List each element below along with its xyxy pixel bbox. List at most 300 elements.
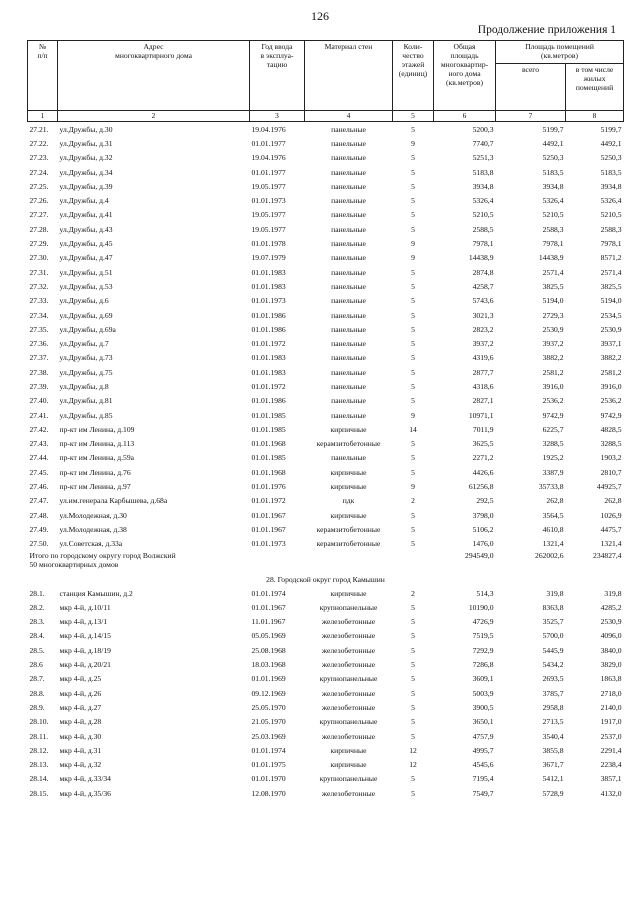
row-address: ул.Дружбы, д.34 <box>59 167 113 177</box>
table-row <box>28 222 624 236</box>
row-total-area: 4545,6 <box>472 760 494 770</box>
row-area-all: 8363,8 <box>542 602 564 612</box>
row-area-residential: 9742,9 <box>600 410 622 420</box>
row-total-area: 1476,0 <box>472 539 494 549</box>
row-area-residential: 7978,1 <box>600 239 622 249</box>
row-floors: 9 <box>411 253 415 263</box>
row-number: 27.25. <box>29 181 49 191</box>
row-area-residential: 5210,5 <box>600 210 622 220</box>
row-floors: 9 <box>411 410 415 420</box>
row-number: 27.28. <box>29 224 49 234</box>
row-material: крупнопанельные <box>319 717 378 727</box>
row-area-all: 2713,5 <box>542 717 564 727</box>
row-area-all: 3525,7 <box>542 617 564 627</box>
row-material: панельные <box>331 296 366 306</box>
table-row <box>28 451 624 465</box>
row-address: ул.Дружбы, д.4 <box>59 196 109 206</box>
row-material: панельные <box>331 410 366 420</box>
row-material: кирпичные <box>330 760 367 770</box>
table-row <box>28 729 624 743</box>
table-row <box>28 251 624 265</box>
row-number: 28.5. <box>29 645 45 655</box>
row-address: ул.Молодежная, д.38 <box>59 524 127 534</box>
row-area-all: 7978,1 <box>542 239 564 249</box>
row-address: станция Камышин, д.2 <box>59 588 133 598</box>
row-area-all: 3671,7 <box>542 760 564 770</box>
row-number: 27.24. <box>29 167 49 177</box>
row-year: 25.05.1970 <box>251 702 286 712</box>
row-year: 01.01.1970 <box>251 774 286 784</box>
row-address: мкр 4-й, д.35/36 <box>59 788 111 798</box>
row-number: 27.26. <box>29 196 49 206</box>
row-number: 27.27. <box>29 210 49 220</box>
row-floors: 2 <box>411 496 415 506</box>
row-area-all: 3937,2 <box>542 339 564 349</box>
row-year: 01.01.1972 <box>251 496 286 506</box>
column-number: 8 <box>566 111 624 122</box>
row-year: 19.05.1977 <box>251 210 286 220</box>
row-material: панельные <box>331 310 366 320</box>
row-year: 01.01.1985 <box>251 424 286 434</box>
row-year: 01.01.1985 <box>251 410 286 420</box>
row-year: 12.08.1970 <box>251 788 286 798</box>
table-row <box>28 193 624 207</box>
row-year: 01.01.1985 <box>251 453 286 463</box>
row-floors: 5 <box>411 617 415 627</box>
row-number: 27.40. <box>29 396 49 406</box>
table-row <box>28 394 624 408</box>
row-address: мкр 4-й, д.25 <box>59 674 102 684</box>
row-year: 01.01.1972 <box>251 339 286 349</box>
row-material: панельные <box>331 324 366 334</box>
row-floors: 5 <box>411 210 415 220</box>
table-row <box>28 365 624 379</box>
row-number: 27.23. <box>29 153 49 163</box>
row-floors: 5 <box>411 467 415 477</box>
row-floors: 5 <box>411 153 415 163</box>
row-address: ул.Дружбы, д.73 <box>59 353 113 363</box>
row-total-area: 7740,7 <box>472 138 494 148</box>
row-address: мкр 4-й, д.14/15 <box>59 631 111 641</box>
row-material: пдк <box>342 496 355 506</box>
table-row <box>28 686 624 700</box>
column-number: 3 <box>250 111 305 122</box>
row-address: пр-кт им Ленина, д.59а <box>59 453 135 463</box>
row-number: 27.46. <box>29 482 49 492</box>
row-address: пр-кт им Ленина, д.76 <box>59 467 131 477</box>
row-floors: 9 <box>411 138 415 148</box>
table-row <box>28 122 624 137</box>
table-row <box>28 408 624 422</box>
row-number: 27.36. <box>29 339 49 349</box>
row-floors: 5 <box>411 702 415 712</box>
row-floors: 5 <box>411 310 415 320</box>
row-area-all: 3540,4 <box>542 731 564 741</box>
row-area-all: 3387,9 <box>542 467 564 477</box>
row-area-all: 5199,7 <box>542 124 564 134</box>
row-total-area: 7286,8 <box>472 660 494 670</box>
row-area-residential: 262,8 <box>604 496 622 506</box>
row-floors: 5 <box>411 788 415 798</box>
row-number: 27.50. <box>29 539 49 549</box>
housing-table <box>27 40 624 800</box>
row-floors: 5 <box>411 688 415 698</box>
row-year: 01.01.1967 <box>251 602 286 612</box>
table-row <box>28 700 624 714</box>
row-number: 28.4. <box>29 631 45 641</box>
header-address: Адрес многоквартирного дома <box>58 41 250 111</box>
row-number: 28.15. <box>29 788 49 798</box>
row-total-area: 3021,3 <box>472 310 494 320</box>
column-number: 5 <box>393 111 434 122</box>
table-row <box>28 279 624 293</box>
row-year: 01.01.1973 <box>251 539 286 549</box>
row-area-all: 5434,2 <box>542 660 564 670</box>
row-total-area: 5210,5 <box>472 210 494 220</box>
row-area-all: 4610,8 <box>542 524 564 534</box>
row-floors: 2 <box>411 588 415 598</box>
row-material: панельные <box>331 210 366 220</box>
row-total-area: 14438,9 <box>468 253 494 263</box>
total-residential-value: 234827,4 <box>593 550 622 560</box>
row-year: 19.07.1979 <box>251 253 286 263</box>
row-year: 01.01.1977 <box>251 167 286 177</box>
row-total-area: 10971,1 <box>468 410 494 420</box>
row-address: мкр 4-й, д.28 <box>59 717 102 727</box>
row-total-area: 4426,6 <box>472 467 494 477</box>
row-address: мкр 4-й, д.13/1 <box>59 617 108 627</box>
row-material: панельные <box>331 367 366 377</box>
row-address: ул.Советская, д.33а <box>59 539 123 549</box>
row-material: крупнопанельные <box>319 674 378 684</box>
row-address: мкр 4-й, д.10/11 <box>59 602 111 612</box>
header-year: Год ввода в эксплуа- тацию <box>250 41 305 111</box>
row-floors: 5 <box>411 296 415 306</box>
row-address: ул.Дружбы, д.53 <box>59 281 113 291</box>
row-area-residential: 4475,7 <box>600 524 622 534</box>
row-number: 27.45. <box>29 467 49 477</box>
row-total-area: 4319,6 <box>472 353 494 363</box>
row-address: мкр 4-й, д.30 <box>59 731 102 741</box>
row-material: панельные <box>331 124 366 134</box>
row-number: 28.1. <box>29 588 45 598</box>
row-total-area: 5106,2 <box>472 524 494 534</box>
row-floors: 5 <box>411 281 415 291</box>
row-area-residential: 5194,0 <box>600 296 622 306</box>
row-address: ул.Дружбы, д.45 <box>59 239 113 249</box>
row-year: 01.01.1972 <box>251 381 286 391</box>
row-area-residential: 2291,4 <box>600 745 622 755</box>
row-year: 01.01.1986 <box>251 324 286 334</box>
row-material: панельные <box>331 167 366 177</box>
row-year: 01.01.1976 <box>251 482 286 492</box>
row-area-all: 2536,2 <box>542 396 564 406</box>
row-floors: 5 <box>411 196 415 206</box>
row-address: ул.Дружбы, д.32 <box>59 153 113 163</box>
row-area-residential: 3857,1 <box>600 774 622 784</box>
row-area-residential: 1917,0 <box>600 717 622 727</box>
row-address: ул.Дружбы, д.69 <box>59 310 113 320</box>
row-area-all: 1925,2 <box>542 453 564 463</box>
row-area-residential: 3825,5 <box>600 281 622 291</box>
row-floors: 5 <box>411 510 415 520</box>
row-area-all: 319,8 <box>546 588 564 598</box>
row-year: 01.01.1983 <box>251 267 286 277</box>
row-area-residential: 5326,4 <box>600 196 622 206</box>
row-floors: 5 <box>411 181 415 191</box>
table-row <box>28 629 624 643</box>
row-total-area: 3900,5 <box>472 702 494 712</box>
row-year: 19.04.1976 <box>251 124 286 134</box>
row-floors: 5 <box>411 324 415 334</box>
row-address: ул.Дружбы, д.31 <box>59 138 113 148</box>
row-area-residential: 1026,9 <box>600 510 622 520</box>
row-material: панельные <box>331 224 366 234</box>
row-address: ул.Дружбы, д.8 <box>59 381 109 391</box>
row-floors: 5 <box>411 774 415 784</box>
row-material: панельные <box>331 138 366 148</box>
row-material: керамзитобетонные <box>316 439 381 449</box>
row-year: 01.01.1983 <box>251 281 286 291</box>
row-area-residential: 2534,5 <box>600 310 622 320</box>
row-material: железобетонные <box>321 702 376 712</box>
row-floors: 5 <box>411 524 415 534</box>
row-floors: 5 <box>411 339 415 349</box>
row-floors: 5 <box>411 645 415 655</box>
table-row <box>28 336 624 350</box>
row-total-area: 4258,7 <box>472 281 494 291</box>
row-year: 01.01.1975 <box>251 760 286 770</box>
row-total-area: 5743,6 <box>472 296 494 306</box>
row-year: 01.01.1973 <box>251 196 286 206</box>
row-area-residential: 3882,2 <box>600 353 622 363</box>
row-floors: 5 <box>411 539 415 549</box>
row-material: панельные <box>331 381 366 391</box>
row-total-area: 2823,2 <box>472 324 494 334</box>
row-floors: 5 <box>411 631 415 641</box>
table-row <box>28 236 624 250</box>
row-material: железобетонные <box>321 631 376 641</box>
row-area-all: 2693,5 <box>542 674 564 684</box>
row-address: мкр 4-й, д.26 <box>59 688 102 698</box>
row-floors: 5 <box>411 124 415 134</box>
column-number: 7 <box>496 111 566 122</box>
row-material: крупнопанельные <box>319 602 378 612</box>
row-total-area: 292,5 <box>476 496 494 506</box>
row-area-all: 2729,3 <box>542 310 564 320</box>
row-number: 27.30. <box>29 253 49 263</box>
row-floors: 12 <box>409 760 417 770</box>
row-floors: 5 <box>411 602 415 612</box>
row-floors: 5 <box>411 660 415 670</box>
row-area-all: 1321,4 <box>542 539 564 549</box>
table-row <box>28 537 624 551</box>
row-address: ул.Дружбы, д.41 <box>59 210 113 220</box>
row-number: 27.48. <box>29 510 49 520</box>
row-number: 28.11. <box>29 731 49 741</box>
row-area-all: 262,8 <box>546 496 564 506</box>
row-floors: 5 <box>411 439 415 449</box>
row-year: 19.04.1976 <box>251 153 286 163</box>
row-number: 28.7. <box>29 674 45 684</box>
row-total-area: 4318,6 <box>472 381 494 391</box>
row-area-residential: 1903,2 <box>600 453 622 463</box>
row-number: 27.44. <box>29 453 49 463</box>
row-number: 27.35. <box>29 324 49 334</box>
row-address: ул.Дружбы, д.43 <box>59 224 113 234</box>
total-row <box>28 551 624 573</box>
row-area-residential: 5250,3 <box>600 153 622 163</box>
row-total-area: 5200,3 <box>472 124 494 134</box>
header-residential: в том числе жилых помещений <box>566 64 624 111</box>
row-address: пр-кт им Ленина, д.113 <box>59 439 135 449</box>
row-material: крупнопанельные <box>319 774 378 784</box>
row-floors: 5 <box>411 731 415 741</box>
row-area-residential: 4096,0 <box>600 631 622 641</box>
row-total-area: 3937,2 <box>472 339 494 349</box>
row-number: 28.13. <box>29 760 49 770</box>
row-year: 01.01.1974 <box>251 745 286 755</box>
row-number: 27.39. <box>29 381 49 391</box>
table-row <box>28 351 624 365</box>
row-material: панельные <box>331 181 366 191</box>
row-total-area: 2877,7 <box>472 367 494 377</box>
row-year: 01.01.1968 <box>251 467 286 477</box>
row-area-residential: 8571,2 <box>600 253 622 263</box>
header-material: Материал стен <box>305 41 393 111</box>
row-total-area: 10190,0 <box>468 602 494 612</box>
row-number: 27.34. <box>29 310 49 320</box>
row-total-area: 4726,9 <box>472 617 494 627</box>
row-area-all: 5326,4 <box>542 196 564 206</box>
row-number: 27.38. <box>29 367 49 377</box>
row-area-residential: 2537,0 <box>600 731 622 741</box>
row-total-area: 7011,9 <box>472 424 494 434</box>
row-address: ул.Дружбы, д.47 <box>59 253 113 263</box>
row-year: 01.01.1967 <box>251 524 286 534</box>
row-floors: 5 <box>411 396 415 406</box>
table-row <box>28 165 624 179</box>
row-area-residential: 4828,5 <box>600 424 622 434</box>
row-area-residential: 5199,7 <box>600 124 622 134</box>
table-row <box>28 479 624 493</box>
row-material: панельные <box>331 267 366 277</box>
row-area-all: 3825,5 <box>542 281 564 291</box>
row-number: 28.9. <box>29 702 45 712</box>
row-number: 27.32. <box>29 281 49 291</box>
row-area-all: 3564,5 <box>542 510 564 520</box>
row-material: железобетонные <box>321 731 376 741</box>
row-total-area: 2271,2 <box>472 453 494 463</box>
row-total-area: 2874,8 <box>472 267 494 277</box>
row-material: железобетонные <box>321 788 376 798</box>
table-row <box>28 508 624 522</box>
row-area-residential: 3288,5 <box>600 439 622 449</box>
row-total-area: 4995,7 <box>472 745 494 755</box>
row-number: 27.33. <box>29 296 49 306</box>
row-address: ул.Дружбы, д.81 <box>59 396 113 406</box>
table-row <box>28 586 624 600</box>
row-number: 28.8. <box>29 688 45 698</box>
row-year: 21.05.1970 <box>251 717 286 727</box>
column-number: 2 <box>58 111 250 122</box>
row-material: панельные <box>331 253 366 263</box>
row-address: мкр 4-й, д.33/34 <box>59 774 111 784</box>
row-area-all: 35733,8 <box>538 482 564 492</box>
row-year: 01.01.1986 <box>251 396 286 406</box>
row-address: пр-кт им Ленина, д.109 <box>59 424 135 434</box>
row-area-residential: 2718,0 <box>600 688 622 698</box>
row-material: кирпичные <box>330 467 367 477</box>
header-total-area: Общая площадь многоквартир- ного дома (кв.метров) <box>434 41 496 111</box>
row-area-all: 5445,9 <box>542 645 564 655</box>
row-material: железобетонные <box>321 645 376 655</box>
row-area-residential: 2810,7 <box>600 467 622 477</box>
row-number: 28.3. <box>29 617 45 627</box>
row-total-area: 5003,9 <box>472 688 494 698</box>
row-number: 27.31. <box>29 267 49 277</box>
row-year: 01.01.1977 <box>251 138 286 148</box>
table-row <box>28 522 624 536</box>
table-row <box>28 379 624 393</box>
row-year: 01.01.1968 <box>251 439 286 449</box>
section-title: 28. Городской округ город Камышин <box>266 574 385 584</box>
row-material: панельные <box>331 339 366 349</box>
row-floors: 9 <box>411 482 415 492</box>
row-area-all: 5700,0 <box>542 631 564 641</box>
row-area-all: 3934,8 <box>542 181 564 191</box>
row-area-all: 9742,9 <box>542 410 564 420</box>
row-address: ул.Дружбы, д.51 <box>59 267 113 277</box>
total-label: Итого по городскому округу город Волжский 50 многоквартирных домов <box>29 550 176 569</box>
page-number: 126 <box>311 9 329 23</box>
row-area-residential: 3840,0 <box>600 645 622 655</box>
row-number: 28.14. <box>29 774 49 784</box>
row-area-all: 4492,1 <box>542 138 564 148</box>
row-area-all: 3785,7 <box>542 688 564 698</box>
header-premises: Площадь помещений (кв.метров) <box>496 41 624 64</box>
row-material: кирпичные <box>330 745 367 755</box>
row-year: 25.08.1968 <box>251 645 286 655</box>
row-address: ул.Дружбы, д.85 <box>59 410 113 420</box>
row-area-all: 3882,2 <box>542 353 564 363</box>
table-row <box>28 600 624 614</box>
row-material: керамзитобетонные <box>316 524 381 534</box>
row-area-residential: 2581,2 <box>600 367 622 377</box>
row-address: ул.Дружбы, д.39 <box>59 181 113 191</box>
row-address: мкр 4-й, д.20/21 <box>59 660 111 670</box>
row-total-area: 3798,0 <box>472 510 494 520</box>
row-material: железобетонные <box>321 617 376 627</box>
table-row <box>28 151 624 165</box>
row-area-residential: 2571,4 <box>600 267 622 277</box>
row-year: 18.03.1968 <box>251 660 286 670</box>
row-total-area: 3609,1 <box>472 674 494 684</box>
row-year: 01.01.1986 <box>251 310 286 320</box>
row-material: железобетонные <box>321 660 376 670</box>
row-area-all: 14438,9 <box>538 253 564 263</box>
table-row <box>28 308 624 322</box>
row-year: 01.01.1969 <box>251 674 286 684</box>
row-number: 27.22. <box>29 138 49 148</box>
row-area-all: 2588,3 <box>542 224 564 234</box>
row-area-all: 5210,5 <box>542 210 564 220</box>
row-area-residential: 5183,5 <box>600 167 622 177</box>
row-area-residential: 3937,1 <box>600 339 622 349</box>
row-total-area: 7519,5 <box>472 631 494 641</box>
row-total-area: 7549,7 <box>472 788 494 798</box>
table-row <box>28 715 624 729</box>
